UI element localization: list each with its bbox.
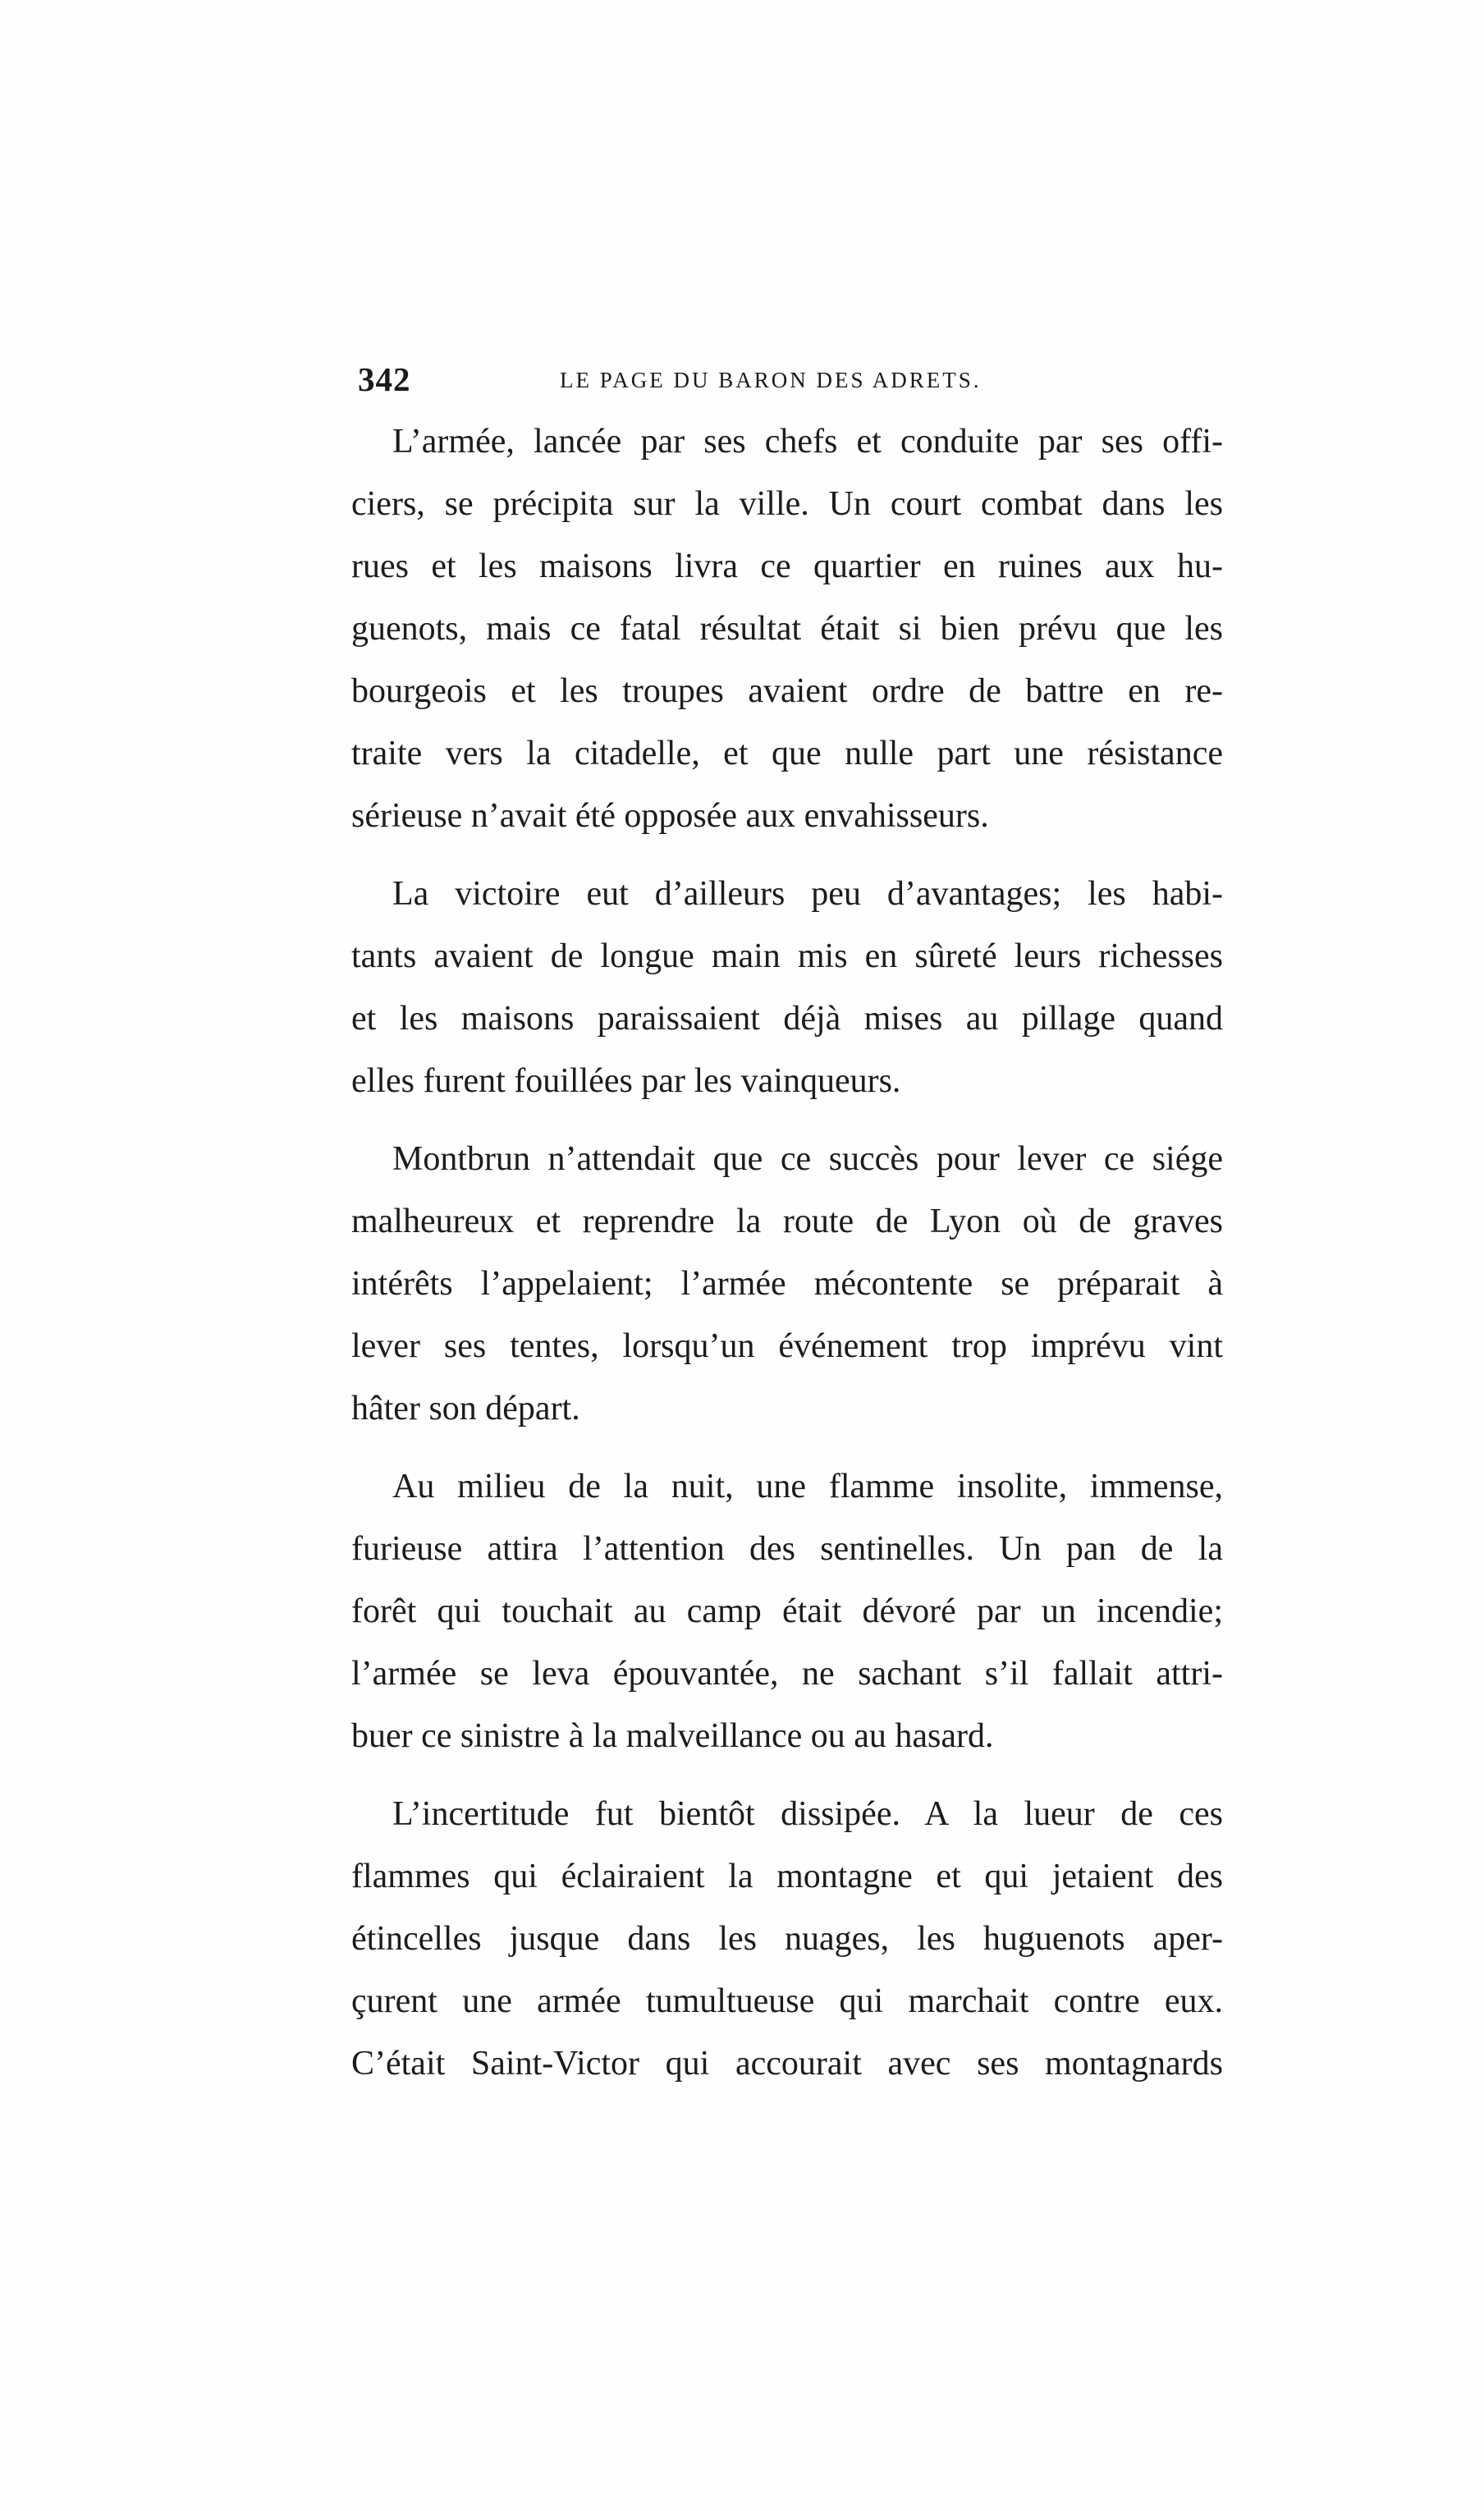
text-line: intérêts l’appelaient; l’armée mécontente se préparait à	[351, 1265, 1223, 1303]
text-line: tants avaient de longue main mis en sûreté leurs richesses	[351, 937, 1223, 975]
body-text	[351, 410, 1223, 2095]
text-line: Au milieu de la nuit, une flamme insolite, immense,	[392, 1468, 1223, 1505]
text-line: bourgeois et les troupes avaient ordre de battre en re-	[351, 672, 1223, 710]
text-line: forêt qui touchait au camp était dévoré par un incendie;	[351, 1592, 1223, 1630]
text-line: furieuse attira l’attention des sentinelles. Un pan de la	[351, 1530, 1223, 1568]
text-line: lever ses tentes, lorsqu’un événement trop imprévu vint	[351, 1327, 1223, 1365]
text-line: çurent une armée tumultueuse qui marchait contre eux.	[351, 1982, 1223, 2020]
paragraph	[351, 1783, 1223, 2095]
text-line: étincelles jusque dans les nuages, les huguenots aper-	[351, 1920, 1223, 1958]
text-line: flammes qui éclairaient la montagne et qui jetaient des	[351, 1858, 1223, 1895]
text-line: et les maisons paraissaient déjà mises au pillage quand	[351, 1000, 1223, 1038]
text-line: elles furent fouillées par les vainqueurs.	[351, 1062, 901, 1100]
paragraph	[351, 863, 1223, 1112]
text-line: Montbrun n’attendait que ce succès pour lever ce siége	[392, 1140, 1223, 1178]
text-line: rues et les maisons livra ce quartier en ruines aux hu-	[351, 548, 1223, 585]
text-line: C’était Saint-Victor qui accourait avec ses montagnards	[351, 2045, 1223, 2083]
running-title: LE PAGE DU BARON DES ADRETS.	[560, 368, 982, 392]
text-line: L’incertitude fut bientôt dissipée. A la lueur de ces	[392, 1795, 1223, 1833]
text-line: guenots, mais ce fatal résultat était si bien prévu que les	[351, 610, 1223, 648]
text-line: l’armée se leva épouvantée, ne sachant s’il fallait attri-	[351, 1655, 1223, 1693]
paragraph	[351, 1128, 1223, 1440]
text-line: buer ce sinistre à la malveillance ou au hasard.	[351, 1717, 994, 1755]
text-line: ciers, se précipita sur la ville. Un court combat dans les	[351, 485, 1223, 523]
paragraph	[351, 410, 1223, 847]
page-number: 342	[358, 360, 411, 398]
text-line: La victoire eut d’ailleurs peu d’avantages; les habi-	[392, 875, 1223, 913]
text-line: hâter son départ.	[351, 1390, 580, 1427]
text-line: L’armée, lancée par ses chefs et conduite par ses offi-	[392, 423, 1223, 461]
paragraph	[351, 1455, 1223, 1767]
text-line: sérieuse n’avait été opposée aux envahisseurs.	[351, 797, 989, 835]
text-line: malheureux et reprendre la route de Lyon où de graves	[351, 1203, 1223, 1240]
running-head	[358, 360, 1244, 409]
text-line: traite vers la citadelle, et que nulle part une résistance	[351, 735, 1223, 772]
